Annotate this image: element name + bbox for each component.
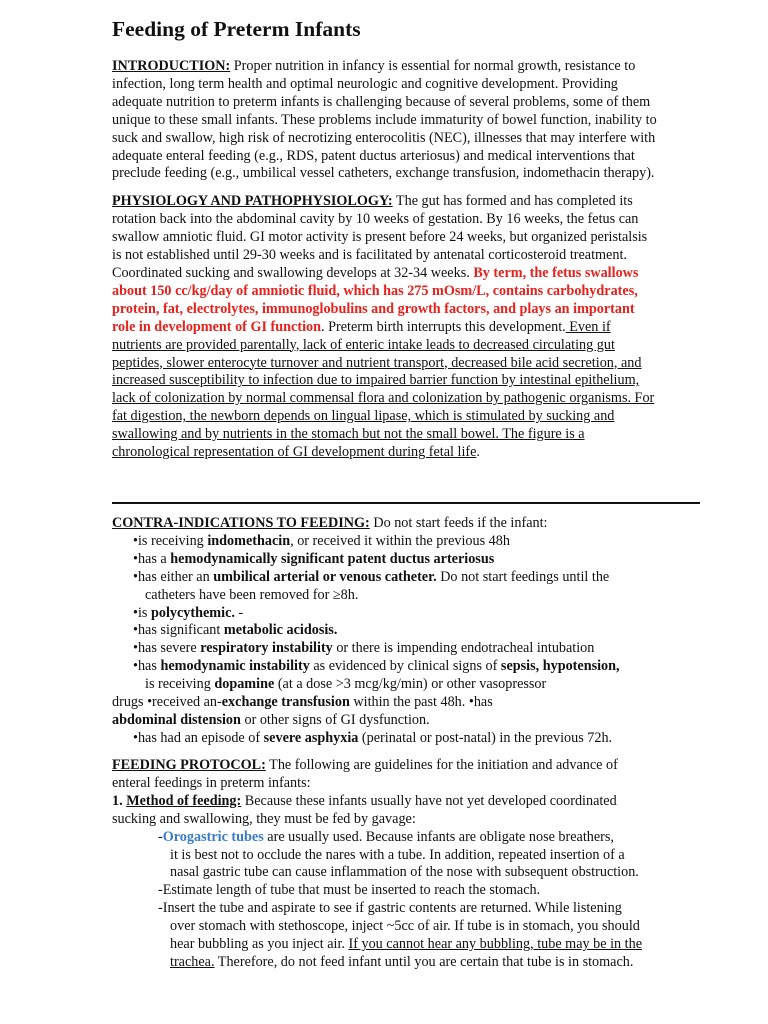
item-text: within the past 48h. •has: [349, 694, 493, 711]
feeding-heading: FEEDING PROTOCOL:: [112, 757, 266, 773]
bullet-text: over stomach with stethoscope, inject ~5cc of air. If tube is in stomach, you should hear bubbling as you inject air.: [170, 918, 640, 953]
method-bullet-cont: [112, 918, 657, 972]
item-bold: respiratory instability: [200, 640, 333, 657]
document-body: [112, 16, 657, 472]
physiology-text-2: . Preterm birth interrupts this development.: [321, 318, 566, 335]
item-bold: hemodynamically significant patent ductus arteriosus: [170, 550, 495, 567]
item-text: drugs •received an-: [112, 694, 222, 711]
item-text: (perinatal or post-natal) in the previous 72h.: [358, 729, 613, 746]
physiology-paragraph: [112, 193, 657, 462]
item-bold: umbilical arterial or venous catheter.: [213, 568, 437, 585]
section-divider: [112, 502, 700, 504]
item-text: -: [234, 604, 244, 621]
bullet-text: Therefore, do not feed infant until you are certain that tube is in stomach.: [214, 953, 634, 970]
physiology-underlined: Even if nutrients are provided parentally, lack of enteric intake leads to decreased circulating gut peptides, slower enterocyte turnover and nutrient transport, decreased bile acid secretion, and increased susceptibility to infection due to impaired barrier function by intestinal epithelium, lack of colonization by normal commensal flora and colonization by pathogenic organisms. For fat digestion, the newborn depends on lingual lipase, which is stimulated by sucking and swallowing and by nutrients in the stomach but not the small bowel. The figure is a chronological representation of GI development during fetal life: [112, 318, 655, 461]
item-bold: dopamine: [214, 676, 275, 693]
feeding-section: [112, 757, 657, 972]
physiology-highlight: By term, the fetus swallows about 150 cc/kg/day of amniotic fluid, which has 275 mOsm/L, contains carbohydrates, protein, fat, electrolytes, immunoglobulins and growth factors, and plays an important role in development of GI function: [112, 264, 639, 335]
item-text: •has a: [133, 550, 171, 567]
item-text: (at a dose >3 mcg/kg/min) or other vasopressor: [274, 676, 547, 693]
contra-intro: [112, 515, 672, 533]
feeding-intro-text: The following are guidelines for the initiation and advance of enteral feedings in preterm infants:: [112, 757, 618, 791]
contra-item: [112, 551, 672, 569]
physiology-heading: PHYSIOLOGY AND PATHOPHYSIOLOGY:: [112, 193, 393, 210]
item-text: •has significant: [133, 622, 224, 639]
contra-item: [112, 640, 672, 658]
intro-text: Proper nutrition in infancy is essential for normal growth, resistance to infection, long term health and optimal neurologic and cognitive development. Providing adequate nutrition to preterm infants is challenging because of several problems, some of them unique to these small infants. These problems include immaturity of bowel function, inability to suck and swallow, high risk of necrotizing enterocolitis (NEC), illnesses that may interfere with adequate enteral feeding (e.g., RDS, patent ductus arteriosus) and medical interventions that preclude feeding (e.g., umbilical vessel catheters, exchange transfusion, indomethacin therapy).: [112, 58, 657, 182]
method-bullet: [112, 829, 657, 847]
item-bold: hemodynamic instability: [160, 658, 310, 675]
contra-item-cont: [112, 694, 672, 712]
contra-item: [112, 533, 672, 551]
item-text: •is receiving: [133, 532, 208, 549]
item-text: , or received it within the previous 48h: [290, 532, 510, 549]
item-text: Do not start feedings until the: [436, 568, 610, 585]
physiology-end: .: [476, 444, 480, 461]
contra-item: [112, 569, 672, 587]
bullet-dash: -: [158, 828, 163, 845]
item-bold: indomethacin: [207, 532, 291, 549]
item-text: •has had an episode of: [133, 729, 264, 746]
method-text: Because these infants usually have not yet developed coordinated sucking and swallowing, they must be fed by gavage:: [112, 792, 617, 827]
contra-item-cont: [112, 676, 672, 694]
item-bold: polycythemic.: [150, 604, 235, 621]
contra-item-cont: catheters have been removed for ≥8h.: [145, 586, 359, 603]
item-bold: abdominal distension: [112, 711, 241, 728]
contra-item: [112, 605, 672, 623]
item-text: or there is impending endotracheal intubation: [332, 640, 595, 657]
item-bold: sepsis, hypotension,: [500, 658, 620, 675]
contra-section: [112, 515, 672, 748]
bullet-underlined: If you cannot hear any bubbling, tube may be in the trachea.: [170, 936, 643, 970]
physiology-text-1: The gut has formed and has completed its rotation back into the abdominal cavity by 10 weeks of gestation. By 16 weeks, the fetus can swallow amniotic fluid. GI motor activity is present before 24 weeks, but organized peristalsis is not established until 29-30 weeks and is facilitated by antenatal corticosteroid treatment. Coordinated sucking and swallowing develops at 32-34 weeks.: [112, 193, 648, 281]
method-bullet: -Estimate length of tube that must be inserted to reach the stomach.: [158, 882, 541, 899]
intro-heading: INTRODUCTION:: [112, 58, 231, 74]
page-title: Feeding of Preterm Infants: [112, 17, 361, 41]
item-text: or other signs of GI dysfunction.: [240, 711, 430, 728]
bullet-text: are usually used. Because infants are obligate nose breathers,: [263, 828, 614, 845]
contra-item: [112, 658, 672, 676]
item-text: •has either an: [133, 568, 214, 585]
item-text: •has severe: [133, 640, 201, 657]
item-text: is receiving: [145, 676, 215, 693]
feeding-intro: [112, 757, 657, 793]
item-bold: metabolic acidosis.: [223, 622, 338, 639]
item-bold: severe asphyxia: [263, 729, 359, 746]
contra-item-cont: [112, 712, 672, 730]
item-text: as evidenced by clinical signs of: [309, 658, 501, 675]
contra-item: [112, 622, 672, 640]
intro-paragraph: [112, 58, 657, 183]
contra-heading: CONTRA-INDICATIONS TO FEEDING:: [112, 515, 370, 531]
orogastric-term: Orogastric tubes: [162, 828, 264, 845]
item-text: •is: [133, 604, 151, 621]
method-bullet: -Insert the tube and aspirate to see if gastric contents are returned. While listening: [158, 900, 622, 917]
contra-item: [112, 730, 672, 748]
contra-intro-text: Do not start feeds if the infant:: [369, 515, 548, 531]
method-bullet-cont: it is best not to occlude the nares with a tube. In addition, repeated insertion of a nasal gastric tube can cause inflammation of the nose with subsequent obstruction.: [170, 846, 639, 881]
method-number: 1.: [112, 792, 127, 809]
item-bold: exchange transfusion: [221, 694, 350, 711]
method-heading: Method of feeding:: [126, 792, 242, 809]
item-text: •has: [133, 658, 161, 675]
method-paragraph: [112, 793, 657, 829]
